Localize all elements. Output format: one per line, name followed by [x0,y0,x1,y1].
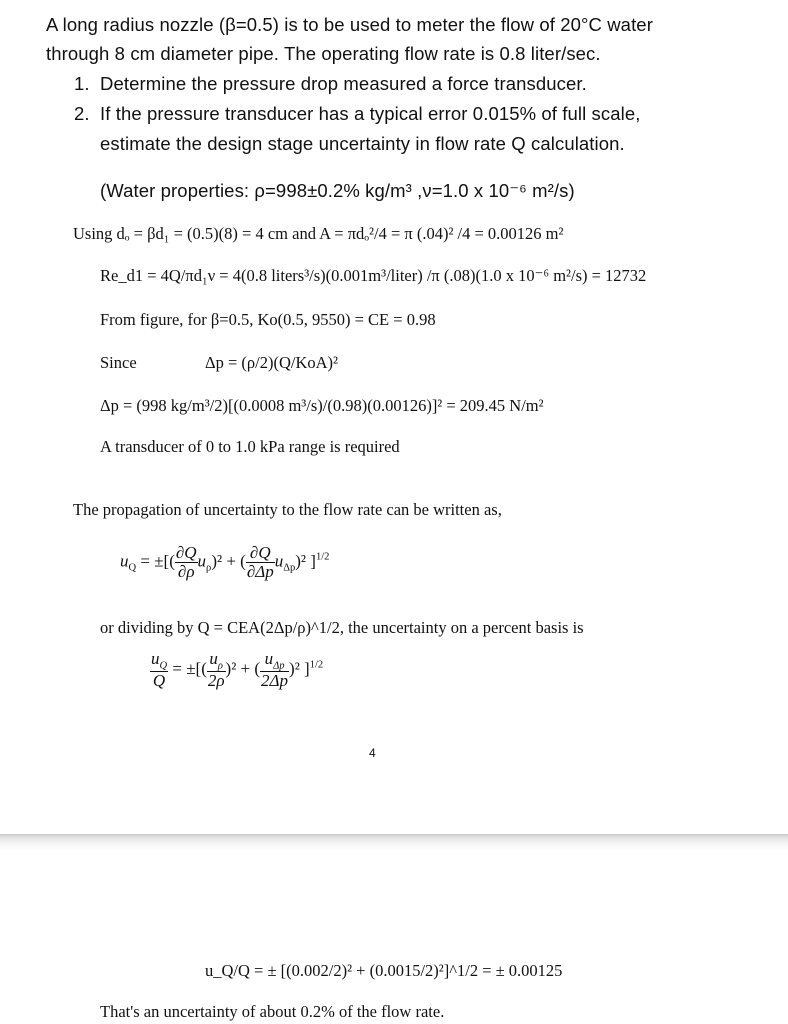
final-uncertainty-equation: u_Q/Q = ± [(0.002/2)² + (0.0015/2)²]^1/2 = ± 0.00125 [205,961,563,980]
dividing-statement: or dividing by Q = CEA(2Δp/ρ)^1/2, the uncertainty on a percent basis is [100,618,584,637]
since-equation: Δp = (ρ/2)(Q/KoA)² [205,353,338,372]
eq1-u2: u [274,551,284,571]
eq1-lhs-sub: Q [128,562,137,574]
eq2-exponent: 1/2 [309,659,324,671]
eq2-fraction-2 [260,650,289,690]
problem-item-2 [74,103,640,125]
eq2-fraction-1 [207,650,226,690]
eq2-den2: 2Δp [261,671,289,691]
eq2-tail: )² ] [289,659,310,679]
problem-line-1: A long radius nozzle (β=0.5) is to be used to meter the flow of 20°C water [46,14,653,35]
transducer-range: A transducer of 0 to 1.0 kPa range is required [100,437,400,456]
solution-using-line: Using dₒ = βd₁ = (0.5)(8) = 4 cm and A = πdₒ²/4 = π (.04)² /4 = 0.00126 m² [73,224,564,243]
propagation-statement: The propagation of uncertainty to the flow rate can be written as, [73,500,502,519]
uncertainty-equation [120,544,329,581]
eq2-sq1: )² + ( [225,659,261,679]
eq1-mid: = ±[( [140,551,175,571]
problem-item-2-continuation: estimate the design stage uncertainty in flow rate Q calculation. [100,133,625,154]
percent-uncertainty-equation [150,650,323,690]
eq2-lhs-den: Q [152,671,166,691]
eq2-num1: $u_\rho$ [207,650,226,672]
item-text: Determine the pressure drop measured a force transducer. [100,73,587,94]
page-separator [0,834,788,850]
eq1-den2: ∂Δp [246,561,274,581]
problem-line-2: through 8 cm diameter pipe. The operating flow rate is 0.8 liter/sec. [46,43,601,64]
eq2-lhs-num: $u_Q$ [151,649,168,672]
solution-reynolds-line: Re_d1 = 4Q/πd₁ν = 4(0.8 liters³/s)(0.001m³/liter) /π (.08)(1.0 x 10⁻⁶ m²/s) = 12732 [100,266,647,285]
eq2-mid: = ±[( [172,659,207,679]
solution-from-figure: From figure, for β=0.5, Ko(0.5, 9550) = CE = 0.98 [100,310,436,329]
eq2-num2: $u_{\Delta p}$ [260,650,289,672]
page-number: 4 [369,746,376,760]
eq1-fraction-1 [175,544,198,581]
eq1-sq1: )² + ( [211,551,246,571]
eq1-u1-sub: ρ [206,562,212,574]
pressure-drop-calculation: Δp = (998 kg/m³/2)[(0.0008 m³/s)/(0.98)(0.00126)]² = 209.45 N/m² [100,396,544,415]
eq1-num1: ∂Q [175,543,197,562]
eq2-lhs-fraction [150,650,168,690]
eq1-lhs: u [120,551,129,571]
eq1-fraction-2 [246,544,275,581]
eq1-u2-sub: Δp [283,562,296,574]
eq1-exponent: 1/2 [315,551,330,563]
conclusion: That's an uncertainty of about 0.2% of the flow rate. [100,1002,445,1021]
eq1-den1: ∂ρ [177,561,195,581]
item-text: If the pressure transducer has a typical error 0.015% of full scale, [100,103,641,124]
eq1-u1: u [197,551,207,571]
since-label: Since [100,353,137,372]
eq2-den1: 2ρ [207,671,225,691]
eq1-num2: ∂Q [246,544,275,563]
item-number: 1. [74,73,90,94]
eq1-tail: )² ] [295,551,316,571]
water-properties: (Water properties: ρ=998±0.2% kg/m³ ,ν=1.0 x 10⁻⁶ m²/s) [100,180,575,201]
problem-item-1 [74,73,587,95]
item-number: 2. [74,103,90,124]
